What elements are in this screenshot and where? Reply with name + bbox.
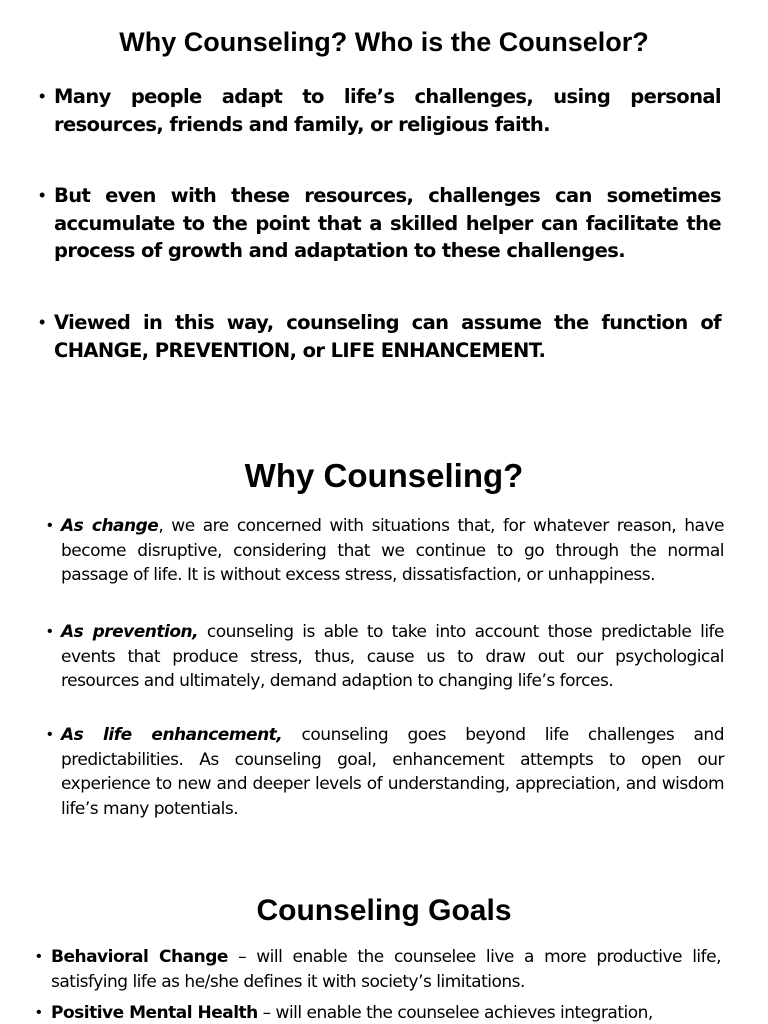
bullet-text: – will enable the counselee live a more productive life, satisfying life as he/she defines it with society’s limitations. <box>51 947 721 992</box>
list-item <box>47 723 725 821</box>
bullet-icon: • <box>36 948 42 965</box>
bullet-icon: • <box>47 623 53 640</box>
bullet-text: , we are concerned with situations that, for whatever reason, have become disruptive, considering that we continue to go through the normal passage of life. It is without excess stress, dissatisfaction, or unhappiness. <box>61 516 724 585</box>
list-item <box>39 309 721 364</box>
list-item <box>39 182 721 265</box>
bullet-icon: • <box>39 86 45 106</box>
list-item <box>36 1001 721 1024</box>
section-title-why-counseling-who-is-counselor: Why Counseling? Who is the Counselor? <box>119 27 649 57</box>
list-item <box>39 83 721 138</box>
bullet-text: But even with these resources, challenges can sometimes accumulate to the point that a skilled helper can facilitate the process of growth and adaptation to these challenges. <box>54 184 721 262</box>
bullet-text: Viewed in this way, counseling can assume the function of CHANGE, PREVENTION, or LIFE ENHANCEMENT. <box>54 311 721 362</box>
bullet-icon: • <box>47 517 53 534</box>
bullet-icon: • <box>47 726 53 743</box>
bullet-text: – will enable the counselee achieves integration, <box>257 1003 653 1023</box>
bullet-text: Many people adapt to life’s challenges, using personal resources, friends and family, or religious faith. <box>54 85 721 136</box>
bullet-icon: • <box>39 185 45 205</box>
bullet-icon: • <box>36 1004 42 1021</box>
bullet-lead: Positive Mental Health <box>51 1003 258 1023</box>
list-item <box>47 620 724 694</box>
bullet-lead: As life enhancement, <box>61 725 283 745</box>
list-item <box>36 945 721 994</box>
section-title-why-counseling: Why Counseling? <box>244 457 524 494</box>
bullet-lead: As prevention, <box>61 622 199 642</box>
bullet-lead: Behavioral Change <box>51 947 228 967</box>
bullet-text: counseling is able to take into account those predictable life events that produce stress, thus, cause us to draw out our psychological resources and ultimately, demand adaption to changing life’s forces. <box>61 622 724 691</box>
bullet-icon: • <box>39 312 45 332</box>
list-item <box>47 514 724 588</box>
bullet-lead: As change <box>61 516 159 536</box>
bullet-text: counseling goes beyond life challenges and predictabilities. As counseling goal, enhancement attempts to open our experience to new and deeper levels of understanding, appreciation, and wisdom life’s many potentials. <box>61 725 725 819</box>
section-title-counseling-goals: Counseling Goals <box>256 894 512 927</box>
